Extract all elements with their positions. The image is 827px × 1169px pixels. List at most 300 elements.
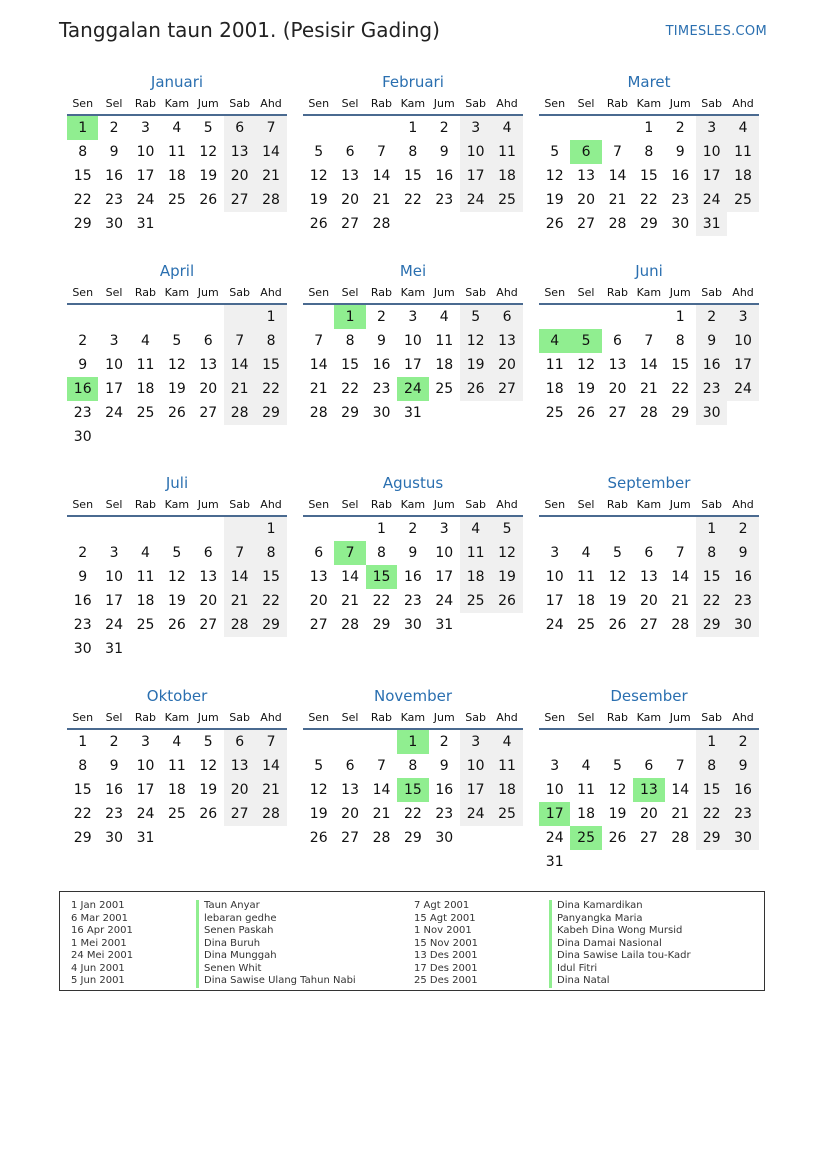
day-cell-holiday: 17	[539, 802, 570, 826]
day-cell: 21	[372, 806, 391, 822]
weekday-label: Ahd	[496, 285, 518, 299]
day-cell: 16	[435, 782, 454, 798]
legend-holiday-name: Dina Damai Nasional	[549, 938, 691, 951]
weekday-header	[303, 92, 523, 116]
page-title: Tanggalan taun 2001. (Pesisir Gading)	[59, 18, 440, 42]
day-cell: 30	[403, 617, 422, 633]
month-september	[539, 473, 759, 637]
day-cell: 4	[141, 333, 150, 349]
legend-date: 1 Mei 2001	[71, 937, 127, 949]
weekday-label: Jum	[197, 96, 219, 110]
day-cell: 31	[435, 617, 454, 633]
weekday-label: Kam	[400, 497, 426, 511]
month-name: Juni	[635, 262, 663, 280]
day-cell: 19	[199, 168, 218, 184]
month-agustus	[303, 473, 523, 637]
day-cell: 13	[341, 782, 359, 798]
day-cell: 5	[172, 545, 182, 561]
day-grid	[67, 305, 287, 449]
day-cell: 7	[613, 144, 622, 160]
day-cell: 27	[608, 405, 627, 421]
day-cell: 30	[73, 429, 92, 445]
day-cell: 10	[460, 140, 491, 164]
day-cell: 13	[341, 168, 359, 184]
day-cell: 28	[255, 802, 286, 826]
day-blank	[67, 517, 98, 541]
weekday-label: Ahd	[732, 497, 754, 511]
day-cell: 2	[78, 333, 88, 349]
day-grid	[539, 116, 759, 236]
day-cell: 2	[675, 120, 685, 136]
day-cell: 15	[696, 778, 727, 802]
day-cell: 12	[199, 144, 218, 160]
day-cell: 3	[141, 734, 150, 750]
day-cell: 30	[73, 641, 92, 657]
weekday-header	[67, 493, 287, 517]
day-cell: 19	[545, 192, 564, 208]
day-cell: 19	[309, 192, 328, 208]
day-cell: 27	[199, 405, 218, 421]
weekday-header	[539, 281, 759, 305]
day-cell: 17	[136, 168, 155, 184]
day-cell: 3	[550, 758, 560, 774]
day-cell: 14	[608, 168, 627, 184]
day-cell: 24	[545, 617, 564, 633]
weekday-label: Jum	[433, 285, 455, 299]
month-juli	[67, 473, 287, 661]
weekday-label: Sel	[341, 497, 359, 511]
day-cell: 24	[136, 806, 155, 822]
weekday-label: Sab	[229, 710, 250, 724]
day-cell: 15	[671, 357, 690, 373]
day-cell: 29	[372, 617, 391, 633]
day-cell: 28	[341, 617, 359, 633]
month-name: Januari	[150, 73, 204, 91]
day-cell: 9	[408, 545, 418, 561]
day-cell: 13	[639, 569, 658, 585]
day-cell: 2	[439, 120, 449, 136]
day-cell: 22	[341, 381, 359, 397]
day-cell: 19	[309, 806, 328, 822]
weekday-label: Rab	[370, 96, 393, 110]
day-cell: 4	[141, 545, 150, 561]
day-cell: 6	[203, 333, 213, 349]
day-grid	[539, 730, 759, 874]
day-cell: 22	[403, 806, 422, 822]
day-cell: 19	[460, 353, 491, 377]
month-april	[67, 261, 287, 449]
day-cell: 26	[545, 216, 564, 232]
day-cell: 8	[255, 329, 286, 353]
weekday-label: Kam	[164, 710, 190, 724]
day-cell: 26	[608, 830, 627, 846]
month-name: April	[159, 262, 195, 280]
day-cell: 10	[696, 140, 727, 164]
holiday-legend	[59, 891, 765, 991]
day-cell: 28	[639, 405, 658, 421]
day-cell: 29	[696, 613, 727, 637]
weekday-label: Sab	[701, 285, 722, 299]
day-cell: 5	[613, 545, 622, 561]
day-cell: 9	[696, 329, 727, 353]
day-cell: 26	[460, 377, 491, 401]
day-cell: 9	[727, 541, 758, 565]
day-cell: 27	[224, 802, 255, 826]
day-cell: 24	[545, 830, 564, 846]
weekday-label: Rab	[370, 710, 393, 724]
day-cell-holiday: 15	[366, 565, 397, 589]
month-maret	[539, 72, 759, 236]
weekday-label: Jum	[669, 285, 691, 299]
day-cell-holiday: 1	[67, 116, 98, 140]
day-cell: 23	[696, 377, 727, 401]
day-cell: 14	[671, 782, 690, 798]
day-cell: 10	[435, 545, 454, 561]
day-blank	[366, 730, 397, 754]
day-cell: 11	[491, 140, 522, 164]
weekday-label: Sab	[229, 285, 250, 299]
weekday-label: Jum	[669, 710, 691, 724]
day-cell: 2	[439, 734, 449, 750]
weekday-label: Ahd	[260, 497, 282, 511]
day-blank	[67, 305, 98, 329]
day-cell: 15	[639, 168, 658, 184]
day-blank	[334, 730, 365, 754]
day-cell: 23	[403, 593, 422, 609]
legend-date: 13 Des 2001	[414, 950, 478, 961]
day-cell: 2	[727, 730, 758, 754]
site-link[interactable]: TIMESLES.COM	[665, 24, 767, 39]
day-cell: 21	[639, 381, 658, 397]
weekday-label: Sab	[465, 710, 486, 724]
day-cell: 26	[199, 806, 218, 822]
day-blank	[665, 517, 696, 541]
day-grid	[539, 305, 759, 425]
day-cell: 24	[696, 188, 727, 212]
weekday-label: Sab	[465, 96, 486, 110]
day-cell: 11	[545, 357, 564, 373]
legend-date: 15 Nov 2001	[414, 937, 479, 949]
day-cell: 14	[309, 357, 328, 373]
day-blank	[224, 305, 255, 329]
day-cell: 6	[203, 545, 213, 561]
weekday-label: Kam	[164, 285, 190, 299]
day-cell: 1	[255, 305, 286, 329]
weekday-label: Rab	[606, 96, 629, 110]
day-cell: 19	[199, 782, 218, 798]
day-cell: 24	[105, 405, 123, 421]
day-blank	[98, 517, 129, 541]
weekday-label: Jum	[197, 710, 219, 724]
day-cell: 12	[460, 329, 491, 353]
day-cell: 8	[696, 754, 727, 778]
weekday-label: Sel	[105, 710, 123, 724]
day-cell: 21	[341, 593, 359, 609]
weekday-label: Sel	[341, 285, 359, 299]
day-cell: 5	[460, 305, 491, 329]
day-blank	[570, 517, 601, 541]
weekday-label: Rab	[606, 710, 629, 724]
day-cell: 26	[199, 192, 218, 208]
day-cell: 23	[105, 192, 123, 208]
day-cell: 25	[545, 405, 564, 421]
day-cell: 20	[577, 192, 595, 208]
day-cell-holiday: 4	[539, 329, 570, 353]
day-cell: 29	[341, 405, 359, 421]
day-cell: 12	[577, 357, 595, 373]
weekday-label: Sen	[544, 497, 566, 511]
day-cell: 19	[167, 593, 186, 609]
weekday-label: Jum	[433, 497, 455, 511]
day-cell: 11	[136, 569, 155, 585]
weekday-label: Sab	[229, 96, 250, 110]
weekday-label: Sen	[544, 710, 566, 724]
day-cell: 22	[255, 589, 286, 613]
day-cell: 27	[639, 830, 658, 846]
day-cell: 5	[172, 333, 182, 349]
day-cell: 26	[608, 617, 627, 633]
day-cell: 30	[671, 216, 690, 232]
day-cell: 17	[435, 569, 454, 585]
day-cell: 1	[696, 517, 727, 541]
day-cell: 29	[73, 216, 92, 232]
month-januari	[67, 72, 287, 236]
day-cell: 12	[167, 569, 186, 585]
day-cell-holiday: 13	[633, 778, 664, 802]
day-cell: 5	[550, 144, 560, 160]
weekday-label: Sen	[72, 497, 94, 511]
day-grid	[303, 730, 523, 850]
day-cell: 16	[372, 357, 391, 373]
day-grid	[67, 517, 287, 661]
day-cell: 30	[372, 405, 391, 421]
weekday-label: Kam	[400, 285, 426, 299]
day-cell: 31	[136, 216, 155, 232]
weekday-label: Sen	[308, 497, 330, 511]
day-cell-holiday: 6	[570, 140, 601, 164]
month-juni	[539, 261, 759, 425]
day-cell: 13	[199, 357, 218, 373]
day-cell: 17	[696, 164, 727, 188]
day-cell: 20	[199, 381, 218, 397]
day-cell-holiday: 25	[570, 826, 601, 850]
day-cell: 1	[255, 517, 286, 541]
day-cell: 26	[167, 405, 186, 421]
day-cell: 19	[608, 593, 627, 609]
day-cell: 17	[460, 164, 491, 188]
day-cell: 9	[109, 144, 119, 160]
month-name: Agustus	[382, 474, 444, 492]
day-cell: 11	[435, 333, 454, 349]
legend-holiday-name: Dina Buruh	[196, 938, 356, 951]
weekday-label: Rab	[606, 285, 629, 299]
day-cell: 18	[545, 381, 564, 397]
day-cell: 22	[73, 192, 92, 208]
day-cell: 21	[224, 377, 255, 401]
day-cell: 23	[435, 192, 454, 208]
day-blank	[570, 116, 601, 140]
day-cell: 27	[639, 617, 658, 633]
day-cell: 4	[491, 116, 522, 140]
day-cell: 6	[314, 545, 324, 561]
day-cell-holiday: 1	[397, 730, 428, 754]
day-cell: 3	[408, 309, 418, 325]
day-cell: 25	[727, 188, 758, 212]
day-cell: 11	[136, 357, 155, 373]
day-grid	[67, 116, 287, 236]
day-cell-holiday: 1	[334, 305, 365, 329]
day-cell: 7	[255, 116, 286, 140]
day-cell: 11	[167, 144, 186, 160]
weekday-label: Sen	[308, 710, 330, 724]
day-cell: 3	[109, 333, 119, 349]
day-cell: 4	[581, 758, 591, 774]
day-cell: 6	[644, 758, 654, 774]
day-cell: 27	[491, 377, 522, 401]
day-cell: 9	[377, 333, 386, 349]
month-name: Februari	[382, 73, 444, 91]
day-cell: 4	[172, 734, 182, 750]
day-cell: 27	[309, 617, 328, 633]
day-cell: 7	[675, 545, 685, 561]
legend-date: 15 Agt 2001	[414, 912, 476, 924]
weekday-label: Jum	[669, 497, 691, 511]
day-cell: 25	[491, 802, 522, 826]
day-cell: 5	[491, 517, 522, 541]
day-cell: 8	[408, 758, 418, 774]
month-oktober	[67, 686, 287, 850]
day-blank	[539, 730, 570, 754]
day-cell: 28	[372, 830, 391, 846]
day-cell: 28	[671, 830, 690, 846]
day-cell: 16	[105, 168, 123, 184]
day-cell: 8	[255, 541, 286, 565]
day-blank	[193, 517, 224, 541]
day-cell: 6	[644, 545, 654, 561]
day-cell: 9	[675, 144, 685, 160]
day-cell: 24	[105, 617, 123, 633]
day-cell: 11	[577, 782, 595, 798]
day-cell: 15	[73, 168, 92, 184]
day-cell: 31	[105, 641, 123, 657]
day-cell: 22	[403, 192, 422, 208]
day-cell: 16	[105, 782, 123, 798]
day-cell: 17	[545, 593, 564, 609]
day-cell: 19	[608, 806, 627, 822]
day-cell: 29	[696, 826, 727, 850]
day-cell: 30	[105, 216, 123, 232]
day-cell: 3	[109, 545, 119, 561]
weekday-label: Sel	[577, 285, 595, 299]
day-blank	[161, 305, 192, 329]
day-cell: 31	[136, 830, 155, 846]
day-cell: 18	[491, 778, 522, 802]
day-cell: 23	[372, 381, 391, 397]
weekday-header	[67, 281, 287, 305]
day-cell: 30	[696, 401, 727, 425]
day-grid	[303, 116, 523, 236]
day-cell: 26	[491, 589, 522, 613]
weekday-label: Jum	[669, 96, 691, 110]
day-cell: 28	[372, 216, 391, 232]
weekday-label: Sel	[577, 96, 595, 110]
day-cell: 25	[136, 405, 155, 421]
day-cell-holiday: 5	[570, 329, 601, 353]
day-cell: 13	[199, 569, 218, 585]
month-november	[303, 686, 523, 850]
day-cell: 12	[608, 782, 627, 798]
day-cell: 28	[309, 405, 328, 421]
day-cell: 10	[403, 333, 422, 349]
day-cell: 7	[644, 333, 654, 349]
day-cell: 17	[460, 778, 491, 802]
day-cell: 14	[224, 565, 255, 589]
day-cell: 14	[255, 754, 286, 778]
day-cell: 24	[136, 192, 155, 208]
weekday-label: Ahd	[496, 497, 518, 511]
weekday-label: Kam	[164, 497, 190, 511]
day-cell: 30	[105, 830, 123, 846]
day-grid	[539, 517, 759, 637]
weekday-label: Sel	[105, 497, 123, 511]
day-cell: 22	[372, 593, 391, 609]
weekday-label: Sel	[341, 710, 359, 724]
day-cell: 20	[199, 593, 218, 609]
day-cell: 5	[203, 120, 213, 136]
day-blank	[98, 305, 129, 329]
weekday-header	[303, 281, 523, 305]
day-cell: 8	[408, 144, 418, 160]
day-cell: 29	[73, 830, 92, 846]
day-cell: 7	[377, 144, 386, 160]
day-cell: 9	[78, 357, 88, 373]
day-cell: 8	[675, 333, 685, 349]
day-blank	[539, 116, 570, 140]
day-cell: 27	[224, 188, 255, 212]
day-blank	[334, 517, 365, 541]
day-blank	[602, 116, 633, 140]
day-cell: 4	[439, 309, 449, 325]
day-cell: 10	[136, 758, 155, 774]
day-cell: 11	[577, 569, 595, 585]
day-cell: 7	[675, 758, 685, 774]
day-cell: 13	[577, 168, 595, 184]
day-cell: 31	[403, 405, 422, 421]
weekday-header	[539, 493, 759, 517]
day-cell: 29	[639, 216, 658, 232]
day-cell: 16	[727, 778, 758, 802]
day-cell: 27	[341, 216, 359, 232]
day-cell: 25	[435, 381, 454, 397]
day-cell: 5	[203, 734, 213, 750]
day-cell: 9	[109, 758, 119, 774]
day-cell: 15	[403, 168, 422, 184]
legend-holiday-name: Idul Fitri	[549, 963, 691, 976]
weekday-label: Ahd	[732, 285, 754, 299]
day-cell: 22	[73, 806, 92, 822]
day-cell: 20	[224, 164, 255, 188]
weekday-header	[539, 706, 759, 730]
month-name: September	[607, 474, 691, 492]
legend-right-names	[549, 900, 691, 988]
legend-date: 16 Apr 2001	[71, 925, 133, 936]
day-cell: 24	[460, 188, 491, 212]
day-cell: 12	[309, 168, 328, 184]
day-cell: 22	[671, 381, 690, 397]
day-cell: 20	[639, 593, 658, 609]
day-cell: 20	[309, 593, 328, 609]
day-blank	[633, 305, 664, 329]
